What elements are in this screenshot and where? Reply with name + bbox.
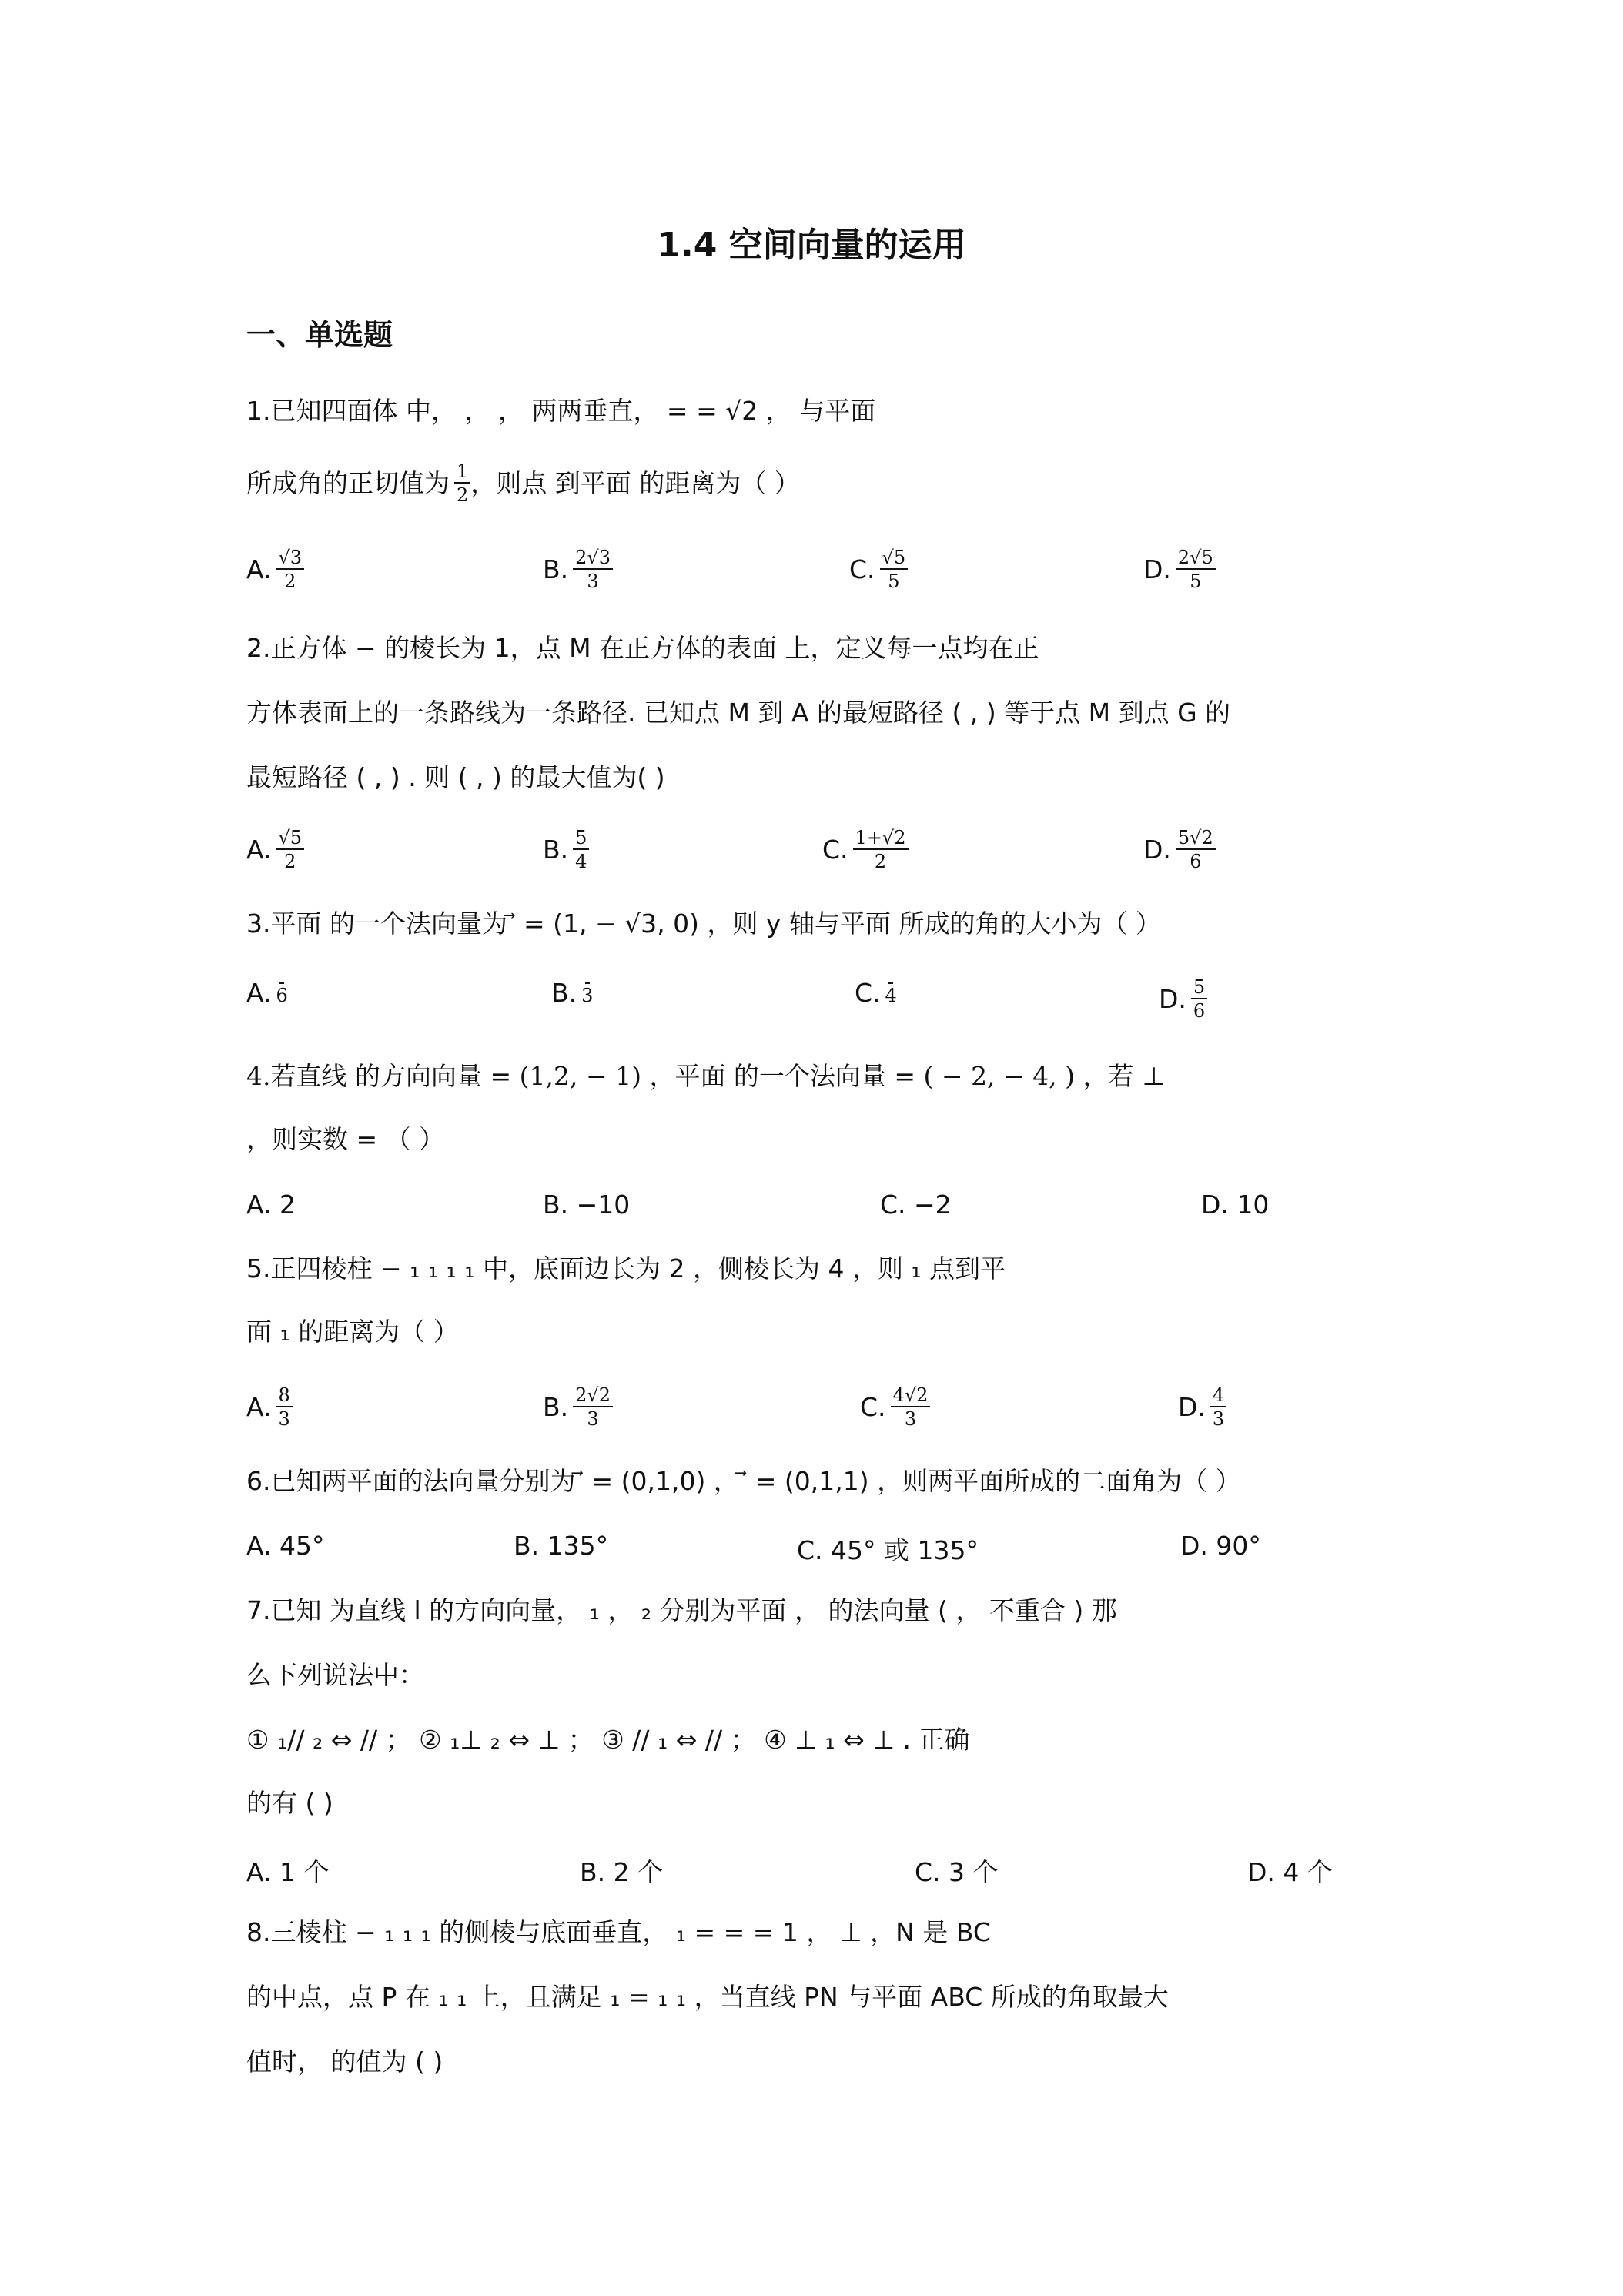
- q5-line1: 5.正四棱柱 − ₁ ₁ ₁ ₁ 中，底面边长为 2 ，侧棱长为 4 ，则 ₁ 点到平: [246, 1253, 1006, 1284]
- q2-option-a[interactable]: A. $\frac{√5}{2}$: [246, 828, 304, 871]
- q7-line2: 么下列说法中：: [246, 1660, 424, 1690]
- q8-line3: 值时， 的值为 ( ): [246, 2047, 443, 2077]
- q2-line1: 2.正方体 − 的棱长为 1，点 M 在正方体的表面 上，定义每一点均在正: [246, 633, 1039, 663]
- q5-option-d[interactable]: D. $\frac{4}{3}$: [1178, 1386, 1226, 1428]
- q7-option-d[interactable]: D. 4 个: [1247, 1857, 1333, 1887]
- q1-option-b[interactable]: B. $\frac{2√3}{3}$: [543, 548, 613, 591]
- q1-line2: [246, 462, 1386, 504]
- q5-line2: 面 ₁ 的距离为（ ）: [246, 1317, 459, 1347]
- q6-line1: 6.已知两平面的法向量分别为 ⃗ = (0,1,0) ， ⃗ = (0,1,1) ，则两平面所成的二面角为（ ）: [246, 1466, 1241, 1496]
- q1-line1: 1.已知四面体 中， ， ， 两两垂直， = = √2 ， 与平面: [246, 396, 876, 426]
- q2-option-c[interactable]: C. $\frac{1+√2}{2}$: [822, 828, 909, 871]
- q3-line1: 3.平面 的一个法向量为 ⃗ = (1, − √3, 0) ，则 y 轴与平面 所成的角的大小为（ ）: [246, 909, 1161, 939]
- q3-option-c[interactable]: C. 4: [855, 978, 897, 1008]
- q6-option-a[interactable]: A. 45°: [246, 1531, 325, 1561]
- q7-line4: 的有 ( ): [246, 1788, 333, 1818]
- q5-option-a[interactable]: A. $\frac{8}{3}$: [246, 1386, 293, 1428]
- q4-line1: 4.若直线 的方向向量 = (1,2, − 1) ，平面 的一个法向量 = ( − 2, − 4, ) ，若 ⊥: [246, 1061, 1166, 1091]
- q2-line2: 方体表面上的一条路线为一条路径. 已知点 M 到 A 的最短路径 ( , ) 等于点 M 到点 G 的: [246, 698, 1231, 728]
- q4-line2: ，则实数 = （ ）: [246, 1124, 445, 1154]
- q6-option-b[interactable]: B. 135°: [514, 1531, 609, 1561]
- q1-option-d[interactable]: D. $\frac{2√5}{5}$: [1143, 548, 1216, 591]
- q2-line3: 最短路径 ( , ) . 则 ( , ) 的最大值为( ): [246, 762, 665, 792]
- q1-line2b-text: ，则点 到平面 的距离为（ ）: [470, 467, 800, 498]
- section-heading: 一、单选题: [246, 318, 393, 352]
- q1-line2-text: 所成角的正切值为: [246, 467, 450, 498]
- q7-option-c[interactable]: C. 3 个: [915, 1857, 999, 1887]
- q4-option-a[interactable]: A. 2: [246, 1190, 296, 1220]
- q3-option-a[interactable]: A. 6: [246, 978, 288, 1008]
- q1-fraction: $\frac{1}{2}$: [454, 462, 470, 504]
- q4-option-c[interactable]: C. −2: [880, 1190, 952, 1220]
- q2-option-d[interactable]: D. $\frac{5√2}{6}$: [1143, 828, 1216, 871]
- q6-option-c[interactable]: C. 45° 或 135°: [797, 1535, 979, 1565]
- q3-option-d[interactable]: D. $\frac{5}{6}$: [1159, 978, 1207, 1020]
- q5-option-b[interactable]: B. $\frac{2√2}{3}$: [543, 1386, 613, 1428]
- q1-option-a[interactable]: A. $\frac{√3}{2}$: [246, 548, 304, 591]
- q2-option-b[interactable]: B. $\frac{5}{4}$: [543, 828, 589, 871]
- q3-option-b[interactable]: B. 3: [551, 978, 594, 1008]
- q4-option-d[interactable]: D. 10: [1201, 1190, 1270, 1220]
- q7-option-b[interactable]: B. 2 个: [580, 1857, 664, 1887]
- q5-option-c[interactable]: C. $\frac{4√2}{3}$: [860, 1386, 930, 1428]
- q8-line2: 的中点，点 P 在 ₁ ₁ 上，且满足 ₁ = ₁ ₁ ，当直线 PN 与平面 ABC 所成的角取最大: [246, 1982, 1169, 2012]
- q7-line3: ① ₁// ₂ ⇔ // ； ② ₁⊥ ₂ ⇔ ⊥ ； ③ // ₁ ⇔ // ； ④ ⊥ ₁ ⇔ ⊥ . 正确: [246, 1725, 970, 1755]
- q7-line1: 7.已知 为直线 l 的方向向量， ₁ ， ₂ 分别为平面 ， 的法向量 ( ， 不重合 ) 那: [246, 1595, 1117, 1625]
- q6-option-d[interactable]: D. 90°: [1180, 1531, 1261, 1561]
- q1-option-c[interactable]: C. $\frac{√5}{5}$: [849, 548, 908, 591]
- q7-option-a[interactable]: A. 1 个: [246, 1857, 330, 1887]
- page-title: 1.4 空间向量的运用: [657, 226, 966, 265]
- q8-line1: 8.三棱柱 − ₁ ₁ ₁ 的侧棱与底面垂直， ₁ = = = 1 ， ⊥ ，N 是 BC: [246, 1917, 991, 1947]
- q4-option-b[interactable]: B. −10: [543, 1190, 631, 1220]
